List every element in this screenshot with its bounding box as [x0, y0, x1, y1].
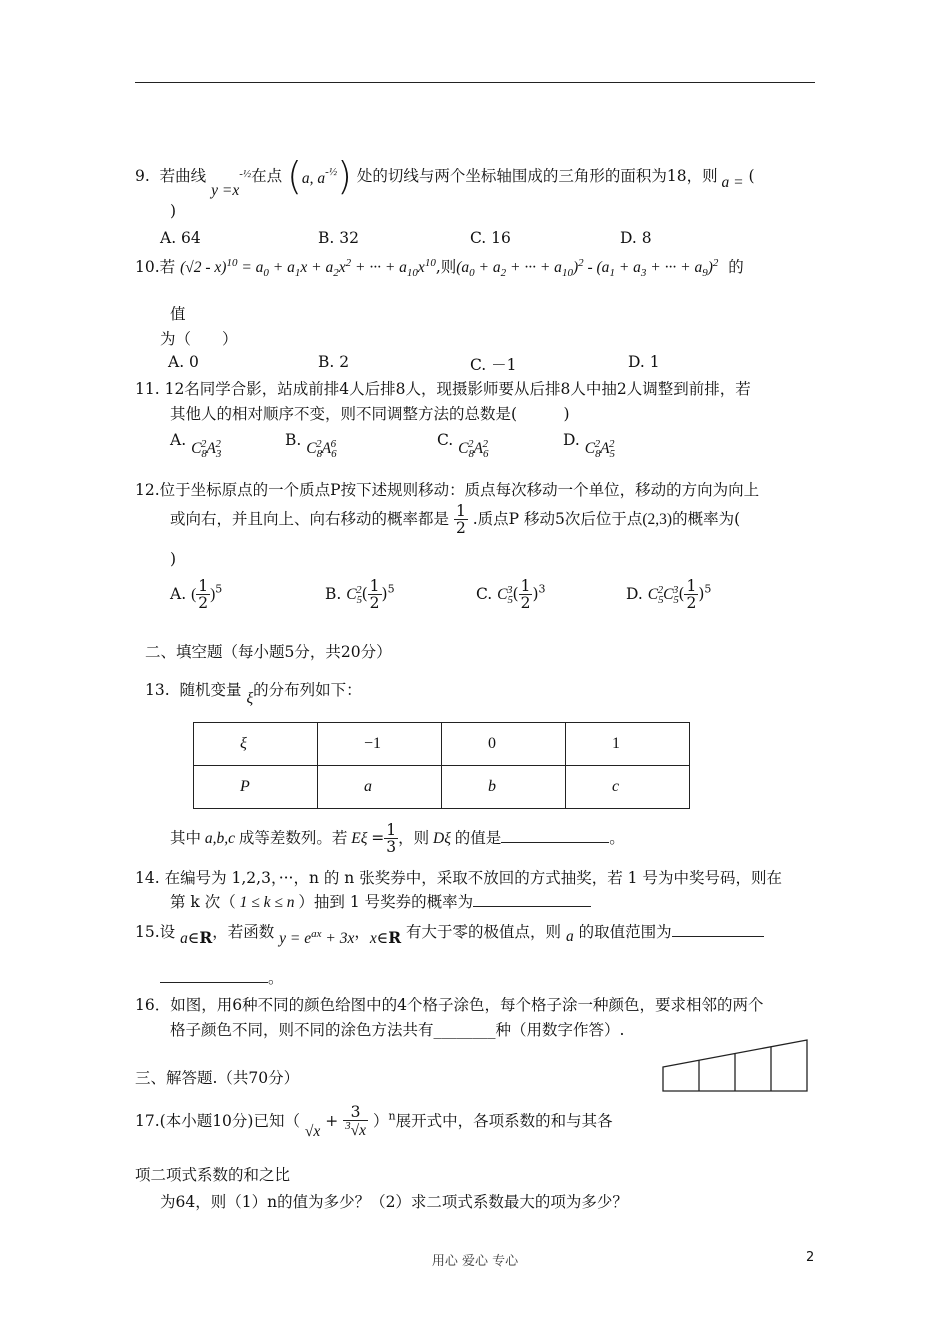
header-rule [135, 82, 815, 83]
table-cell: P [194, 766, 318, 809]
table-cell: ξ [194, 723, 318, 766]
question-11-option-d: D. $C_8^2A_5^2$ [563, 431, 616, 461]
page-number: 2 [806, 1250, 815, 1265]
question-9-option-d: D. 8 [620, 229, 652, 247]
table-cell: b [442, 766, 566, 809]
section-3-heading: 三、解答题.（共70分） [135, 1069, 300, 1087]
question-10-option-d: D. 1 [628, 353, 660, 371]
question-9-option-c: C. 16 [470, 229, 511, 247]
question-17-line1: 17.(本小题10分)已知（ √x + $\frac{3}{^3√x}$ ）$^n$展开式中，各项系数的和与其各 [135, 1103, 613, 1140]
question-13-after: 其中 a,b,c 成等差数列。若 Eξ = $\frac{1}{3}$ ，则 Dξ 的值是 。 [170, 821, 625, 857]
question-10-option-b: B. 2 [318, 353, 350, 371]
question-11-line2: 其他人的相对顺序不变，则不同调整方法的总数是( ) [170, 405, 570, 423]
question-10-line3: 为（ ） [160, 330, 238, 348]
question-12-line3: ) [170, 550, 177, 568]
question-14-line1: 14. 在编号为 1,2,3，···，n 的 n 张奖券中，采取不放回的方式抽奖，若 1 号为中奖号码，则在 [135, 869, 782, 887]
question-10-option-c: C. －1 [470, 356, 517, 374]
table-cell: 0 [442, 723, 566, 766]
question-13-stem: 13. 随机变量 ξ的分布列如下： [145, 681, 362, 707]
question-9-option-a: A. 64 [160, 229, 201, 247]
footer-text: 用心 爱心 专心 [431, 1254, 519, 1269]
question-10-option-a: A. 0 [168, 353, 199, 371]
table-cell: 1 [566, 723, 690, 766]
question-17-line3: 为64，则（1）n的值为多少？（2）求二项式系数最大的项为多少？ [160, 1193, 628, 1211]
section-2-heading: 二、填空题（每小题5分，共20分） [145, 643, 392, 661]
grid-figure [660, 1036, 810, 1094]
question-11-option-c: C. $C_8^2A_6^2$ [437, 431, 489, 461]
question-11-option-a: A. $C_8^2A_3^2$ [170, 431, 222, 461]
question-17-line2: 项二项式系数的和之比 [135, 1166, 291, 1184]
question-12-option-d: D. $C_5^2C_5^3$( $\frac{1}{2}$ )$^5$ [626, 577, 712, 613]
question-10-stem: 10.若 $(√2 - x)^{10} = a_0 + a_1x + a_2x^2$ + ··· + $a_{10}x^{10}$,则($a_0 + a_2$ + ··· + $a_{10})^2 - (a_1 + a_3$ + ··· + $a_9)^2$ 的 [135, 256, 744, 280]
question-10-line2: 值 [170, 305, 186, 323]
question-12-option-a: A. ( $\frac{1}{2}$ )$^5$ [170, 577, 223, 613]
question-15-line1: 15.设 a∈R，若函数 $y = e^{ax} + 3x$，x∈R 有大于零的极值点，则 a 的取值范围为 [135, 920, 764, 942]
table-cell: a [318, 766, 442, 809]
question-16-line1: 16．如图，用6种不同的颜色给图中的4个格子涂色，每个格子涂一种颜色，要求相邻的两个 [135, 996, 764, 1014]
question-12-option-c: C. $C_5^3$( $\frac{1}{2}$ )$^3$ [476, 577, 546, 613]
table-cell: −1 [318, 723, 442, 766]
question-12-line2: 或向右，并且向上、向右移动的概率都是 $\frac{1}{2}$ .质点P 移动5次后位于点(2,3)的概率为( [170, 502, 741, 538]
table-row [194, 723, 690, 766]
question-9-stem-tail: ) [170, 202, 177, 220]
question-9-option-b: B. 32 [318, 229, 359, 247]
table-cell: c [566, 766, 690, 809]
question-11-line1: 11. 12名同学合影，站成前排4人后排8人，现摄影师要从后排8人中抽2人调整到前排，若 [135, 380, 751, 398]
table-row [194, 766, 690, 809]
distribution-table [193, 722, 690, 809]
question-14-line2: 第 k 次（ 1 ≤ k ≤ n ）抽到 1 号奖券的概率为 [170, 890, 591, 912]
question-12-option-b: B. $C_5^2$( $\frac{1}{2}$ )$^5$ [325, 577, 395, 613]
question-12-line1: 12.位于坐标原点的一个质点P按下述规则移动：质点每次移动一个单位，移动的方向为向上 [135, 481, 760, 499]
question-9-stem: 9. 若曲线 $y =x^{-\frac{1}{2}}$在点 (a, $a^{-\frac{1}{2}}$) 处的切线与两个坐标轴围成的三角形的面积为18，则 a = ( [135, 154, 755, 199]
question-11-option-b: B. $C_8^2A_6^6$ [285, 431, 337, 461]
question-15-line2: 。 [160, 966, 284, 988]
question-16-line2: 格子颜色不同，则不同的涂色方法共有________种（用数字作答）. [170, 1021, 625, 1039]
